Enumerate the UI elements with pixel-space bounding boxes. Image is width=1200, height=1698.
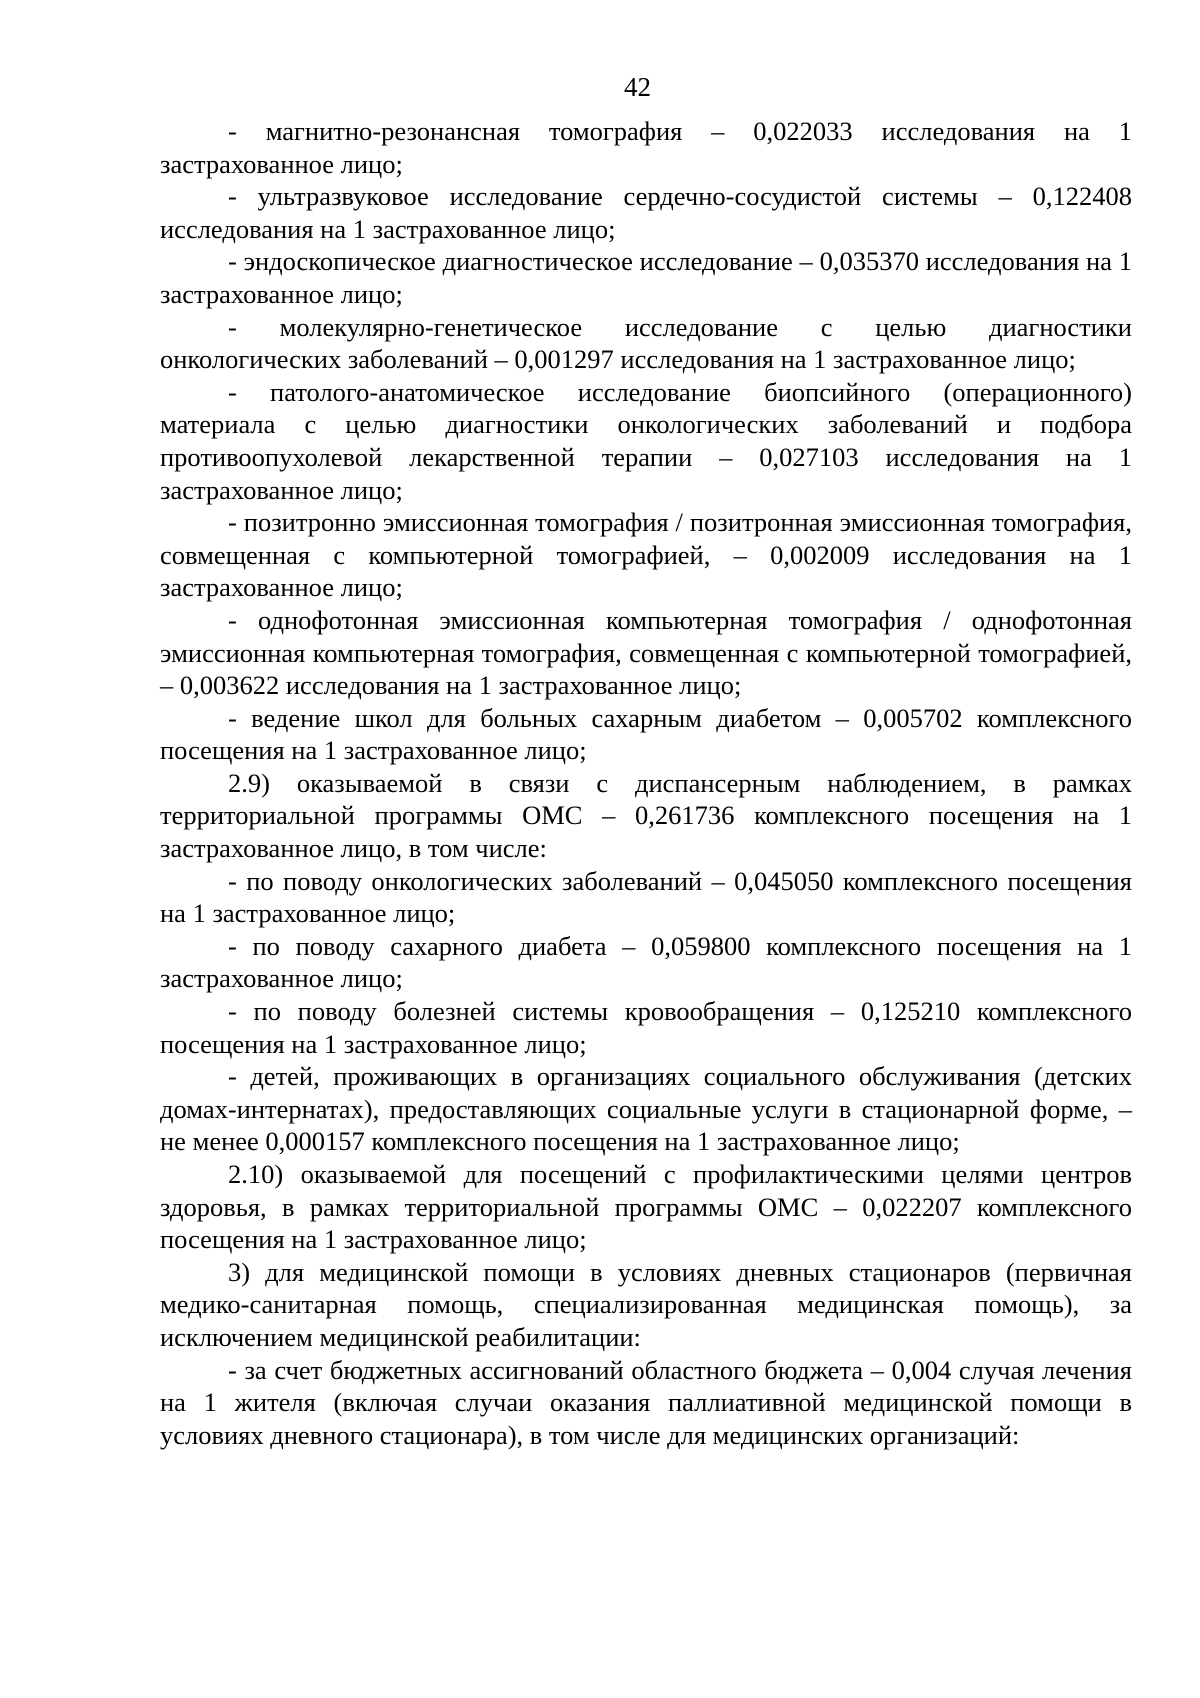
paragraph-budget: - за счет бюджетных ассигнований областного бюджета – 0,004 случая лечения на 1 жителя (включая случаи оказания паллиативной медицинской помощи в условиях дневного стационара), в том числе для медицинских организаций: <box>160 1354 1132 1450</box>
paragraph-diabetes-schools: - ведение школ для больных сахарным диабетом – 0,005702 комплексного посещения на 1 застрахованное лицо; <box>160 702 1132 766</box>
paragraph-children-care: - детей, проживающих в организациях социального обслуживания (детских домах-интернатах), предоставляющих социальные услуги в стационарной форме, – не менее 0,000157 комплексного посещения на 1 застрахованное лицо; <box>160 1061 1132 1157</box>
paragraph-2-10: 2.10) оказываемой для посещений с профилактическими целями центров здоровья, в рамках территориальной программы ОМС – 0,022207 комплексного посещения на 1 застрахованное лицо; <box>160 1159 1132 1255</box>
paragraph-oncology: - по поводу онкологических заболеваний – 0,045050 комплексного посещения на 1 застрахованное лицо; <box>160 865 1132 929</box>
paragraph-2-9: 2.9) оказываемой в связи с диспансерным наблюдением, в рамках территориальной программы ОМС – 0,261736 комплексного посещения на 1 застрахованное лицо, в том числе: <box>160 767 1132 864</box>
paragraph-spect: - однофотонная эмиссионная компьютерная томография / однофотонная эмиссионная компьютерная томография, совмещенная с компьютерной томографией, – 0,003622 исследования на 1 застрахованное лицо; <box>160 604 1132 701</box>
paragraph-molecular-genetic: - молекулярно-генетическое исследование с целью диагностики онкологических заболеваний – 0,001297 исследования на 1 застрахованное лицо; <box>160 311 1132 375</box>
paragraph-pet: - позитронно эмиссионная томография / позитронная эмиссионная томография, совмещенная с компьютерной томографией, – 0,002009 исследования на 1 застрахованное лицо; <box>160 507 1132 603</box>
paragraph-3: 3) для медицинской помощи в условиях дневных стационаров (первичная медико-санитарная помощь, специализированная медицинская помощь), за исключением медицинской реабилитации: <box>160 1256 1132 1352</box>
paragraph-ultrasound: - ультразвуковое исследование сердечно-сосудистой системы – 0,122408 исследования на 1 застрахованное лицо; <box>160 181 1132 244</box>
document-body <box>160 115 1132 1451</box>
paragraph-circulatory: - по поводу болезней системы кровообращения – 0,125210 комплексного посещения на 1 застрахованное лицо; <box>160 996 1132 1059</box>
paragraph-diabetes: - по поводу сахарного диабета – 0,059800 комплексного посещения на 1 застрахованное лицо; <box>160 930 1132 994</box>
paragraph-mri: - магнитно-резонансная томография – 0,022033 исследования на 1 застрахованное лицо; <box>160 116 1132 179</box>
paragraph-pathology: - патолого-анатомическое исследование биопсийного (операционного) материала с целью диагностики онкологических заболеваний и подбора противоопухолевой лекарственной терапии – 0,027103 исследования на 1 застрахованное лицо; <box>160 376 1132 505</box>
paragraph-endoscopy: - эндоскопическое диагностическое исследование – 0,035370 исследования на 1 застрахованное лицо; <box>160 246 1132 309</box>
page-number: 42 <box>624 72 651 102</box>
